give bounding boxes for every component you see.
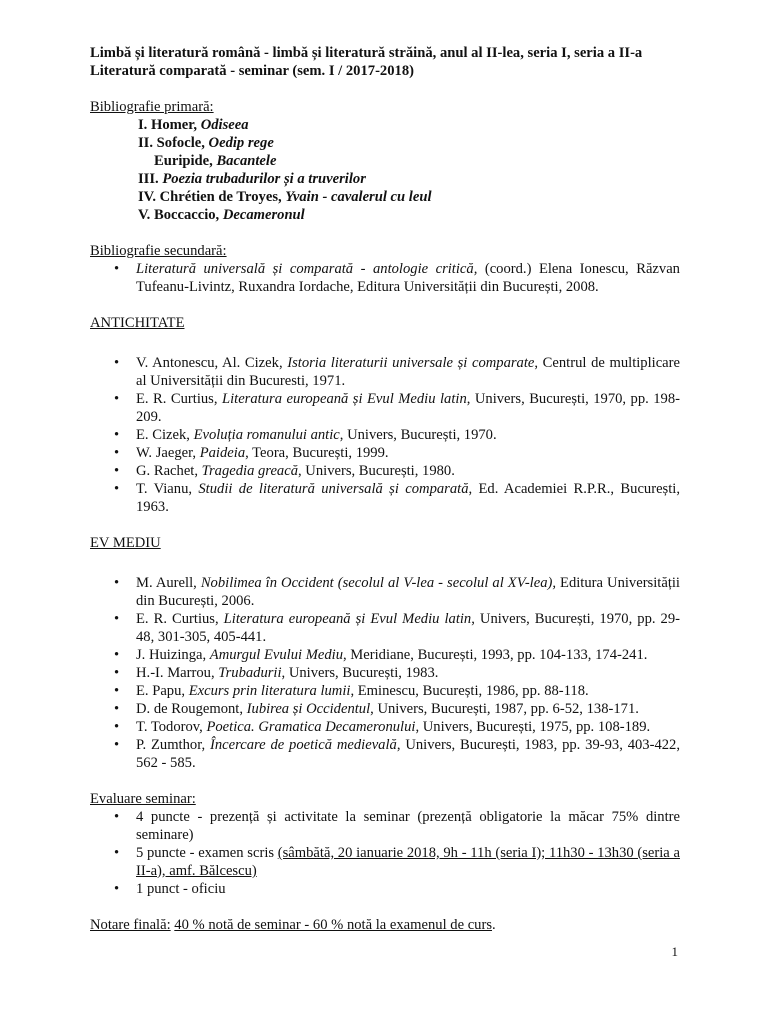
list-item: • Literatură universală și comparată - antologie critică, (coord.) Elena Ionescu, Răzvan Tufeanu-Livintz, Ruxandra Iordache, Editura Universității din București, 2008. bbox=[114, 260, 680, 296]
ev-mediu-list bbox=[90, 574, 680, 772]
list-item: • E. R. Curtius, Literatura europeană și Evul Mediu latin, Univers, București, 1970, pp. 29-48, 301-305, 405-441. bbox=[114, 610, 680, 646]
document-page bbox=[90, 44, 680, 934]
primary-item: I. Homer, Odiseea bbox=[138, 117, 249, 133]
primary-bibliography-title: Bibliografie primară: bbox=[90, 99, 214, 115]
antichitate-title: ANTICHITATE bbox=[90, 315, 185, 331]
header-line-2: Literatură comparată - seminar (sem. I / 2017-2018) bbox=[90, 63, 414, 79]
list-item: • H.-I. Marrou, Trubadurii, Univers, București, 1983. bbox=[114, 664, 680, 682]
list-item: • 1 punct - oficiu bbox=[114, 880, 680, 898]
list-item: • 4 puncte - prezență și activitate la seminar (prezență obligatorie la măcar 75% dintre seminare) bbox=[114, 808, 680, 844]
primary-item: III. Poezia trubadurilor și a truverilor bbox=[138, 171, 366, 187]
antichitate-list bbox=[90, 354, 680, 516]
header-line-1: Limbă și literatură română - limbă și literatură străină, anul al II-lea, seria I, seria a II-a bbox=[90, 45, 643, 61]
list-item: • G. Rachet, Tragedia greacă, Univers, București, 1980. bbox=[114, 462, 680, 480]
list-item: • J. Huizinga, Amurgul Evului Mediu, Meridiane, București, 1993, pp. 104-133, 174-241. bbox=[114, 646, 680, 664]
final-grading: Notare finală: 40 % notă de seminar - 60 % notă la examenul de curs. bbox=[90, 917, 496, 933]
list-item: • T. Todorov, Poetica. Gramatica Decameronului, Univers, București, 1975, pp. 108-189. bbox=[114, 718, 680, 736]
evaluation-list bbox=[90, 808, 680, 898]
list-item: • 5 puncte - examen scris (sâmbătă, 20 ianuarie 2018, 9h - 11h (seria I); 11h30 - 13h30 (seria a II-a), amf. Bălcescu) bbox=[114, 844, 680, 880]
ev-mediu-title: EV MEDIU bbox=[90, 535, 161, 551]
primary-item: IV. Chrétien de Troyes, Yvain - cavalerul cu leul bbox=[138, 189, 432, 205]
list-item: • M. Aurell, Nobilimea în Occident (secolul al V-lea - secolul al XV-lea), Editura Universității din București, 2006. bbox=[114, 574, 680, 610]
list-item: • D. de Rougemont, Iubirea și Occidentul, Univers, București, 1987, pp. 6-52, 138-171. bbox=[114, 700, 680, 718]
list-item: • E. Papu, Excurs prin literatura lumii, Eminescu, București, 1986, pp. 88-118. bbox=[114, 682, 680, 700]
primary-item: V. Boccaccio, Decameronul bbox=[138, 207, 305, 223]
primary-bibliography-list bbox=[90, 116, 680, 224]
list-item: • E. Cizek, Evoluția romanului antic, Univers, București, 1970. bbox=[114, 426, 680, 444]
list-item: • P. Zumthor, Încercare de poetică medievală, Univers, București, 1983, pp. 39-93, 403-422, 562 - 585. bbox=[114, 736, 680, 772]
evaluation-title: Evaluare seminar: bbox=[90, 791, 196, 807]
list-item: • W. Jaeger, Paideia, Teora, București, 1999. bbox=[114, 444, 680, 462]
page-number: 1 bbox=[671, 944, 678, 959]
list-item: • T. Vianu, Studii de literatură universală și comparată, Ed. Academiei R.P.R., București, 1963. bbox=[114, 480, 680, 516]
primary-item: II. Sofocle, Oedip rege bbox=[138, 135, 274, 151]
secondary-bibliography-title: Bibliografie secundară: bbox=[90, 243, 227, 259]
list-item: • V. Antonescu, Al. Cizek, Istoria literaturii universale și comparate, Centrul de multiplicare al Universității din Bucuresti, 1971. bbox=[114, 354, 680, 390]
list-item: • E. R. Curtius, Literatura europeană și Evul Mediu latin, Univers, București, 1970, pp. 198-209. bbox=[114, 390, 680, 426]
primary-item: Euripide, Bacantele bbox=[154, 153, 277, 169]
secondary-bibliography-list bbox=[90, 260, 680, 296]
